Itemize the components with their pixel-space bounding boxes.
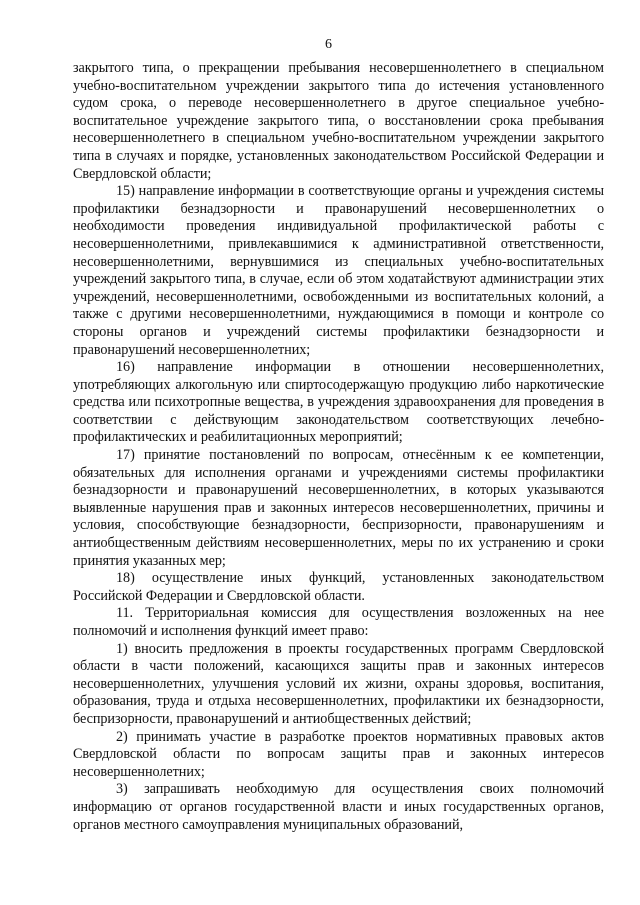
paragraph-item-15: 15) направление информации в соответствующие органы и учреждения системы профилактики безнадзорности и правонарушений несовершеннолетних о необходимости проведения индивидуальной профилактической работы с несовершеннолетними, привлекавшимися к административной ответственности, несовершеннолетними, вернувшимися из специальных учебно-воспитательных учреждений закрытого типа, в случае, если об этом ходатайствуют администрации этих учреждений, несовершеннолетними, освобожденными из воспитательных колоний, а также с другими несовершеннолетними, нуждающимися в помощи и контроле со стороны органов и учреждений системы профилактики безнадзорности и правонарушений несовершеннолетних; bbox=[73, 183, 604, 358]
page-number: 6 bbox=[325, 37, 332, 52]
paragraph-right-2: 2) принимать участие в разработке проектов нормативных правовых актов Свердловской области по вопросам защиты прав и законных интересов несовершеннолетних; bbox=[73, 728, 604, 780]
paragraph-continuation: закрытого типа, о прекращении пребывания несовершеннолетнего в специальном учебно-воспитательном учреждении закрытого типа до истечения установленного судом срока, о переводе несовершеннолетнего в другое специальное учебно-воспитательное учреждение закрытого типа, о восстановлении срока пребывания несовершеннолетнего в специальном учебно-воспитательном учреждении закрытого типа в случаях и порядке, установленных законодательством Российской Федерации и Свердловской области; bbox=[73, 60, 604, 182]
paragraph-right-3: 3) запрашивать необходимую для осуществления своих полномочий информацию от органов государственной власти и иных государственных органов, органов местного самоуправления муниципальных образований, bbox=[73, 781, 604, 833]
paragraph-right-1: 1) вносить предложения в проекты государственных программ Свердловской области в части положений, касающихся защиты прав и законных интересов несовершеннолетних, улучшения условий их жизни, охраны здоровья, воспитания, образования, труда и отдыха несовершеннолетних, профилактики их безнадзорности, беспризорности, правонарушений и антиобщественных действий; bbox=[73, 640, 604, 727]
paragraph-item-16: 16) направление информации в отношении несовершеннолетних, употребляющих алкогольную или спиртосодержащую продукцию либо наркотические средства или психотропные вещества, в учреждения здравоохранения для проведения в соответствии с действующим законодательством соответствующих лечебно-профилактических и реабилитационных мероприятий; bbox=[73, 359, 604, 446]
paragraph-item-17: 17) принятие постановлений по вопросам, отнесённым к ее компетенции, обязательных для исполнения органами и учреждениями системы профилактики безнадзорности и правонарушений несовершеннолетних, в которых указываются выявленные нарушения прав и законных интересов несовершеннолетних, причины и условия, способствующие безнадзорности, беспризорности, правонарушениям и антиобщественным действиям несовершеннолетних, меры по их устранению и сроки принятия указанных мер; bbox=[73, 447, 604, 569]
paragraph-item-18: 18) осуществление иных функций, установленных законодательством Российской Федерации и Свердловской области. bbox=[73, 570, 604, 604]
paragraph-section-11: 11. Территориальная комиссия для осуществления возложенных на нее полномочий и исполнения функций имеет право: bbox=[73, 605, 604, 639]
